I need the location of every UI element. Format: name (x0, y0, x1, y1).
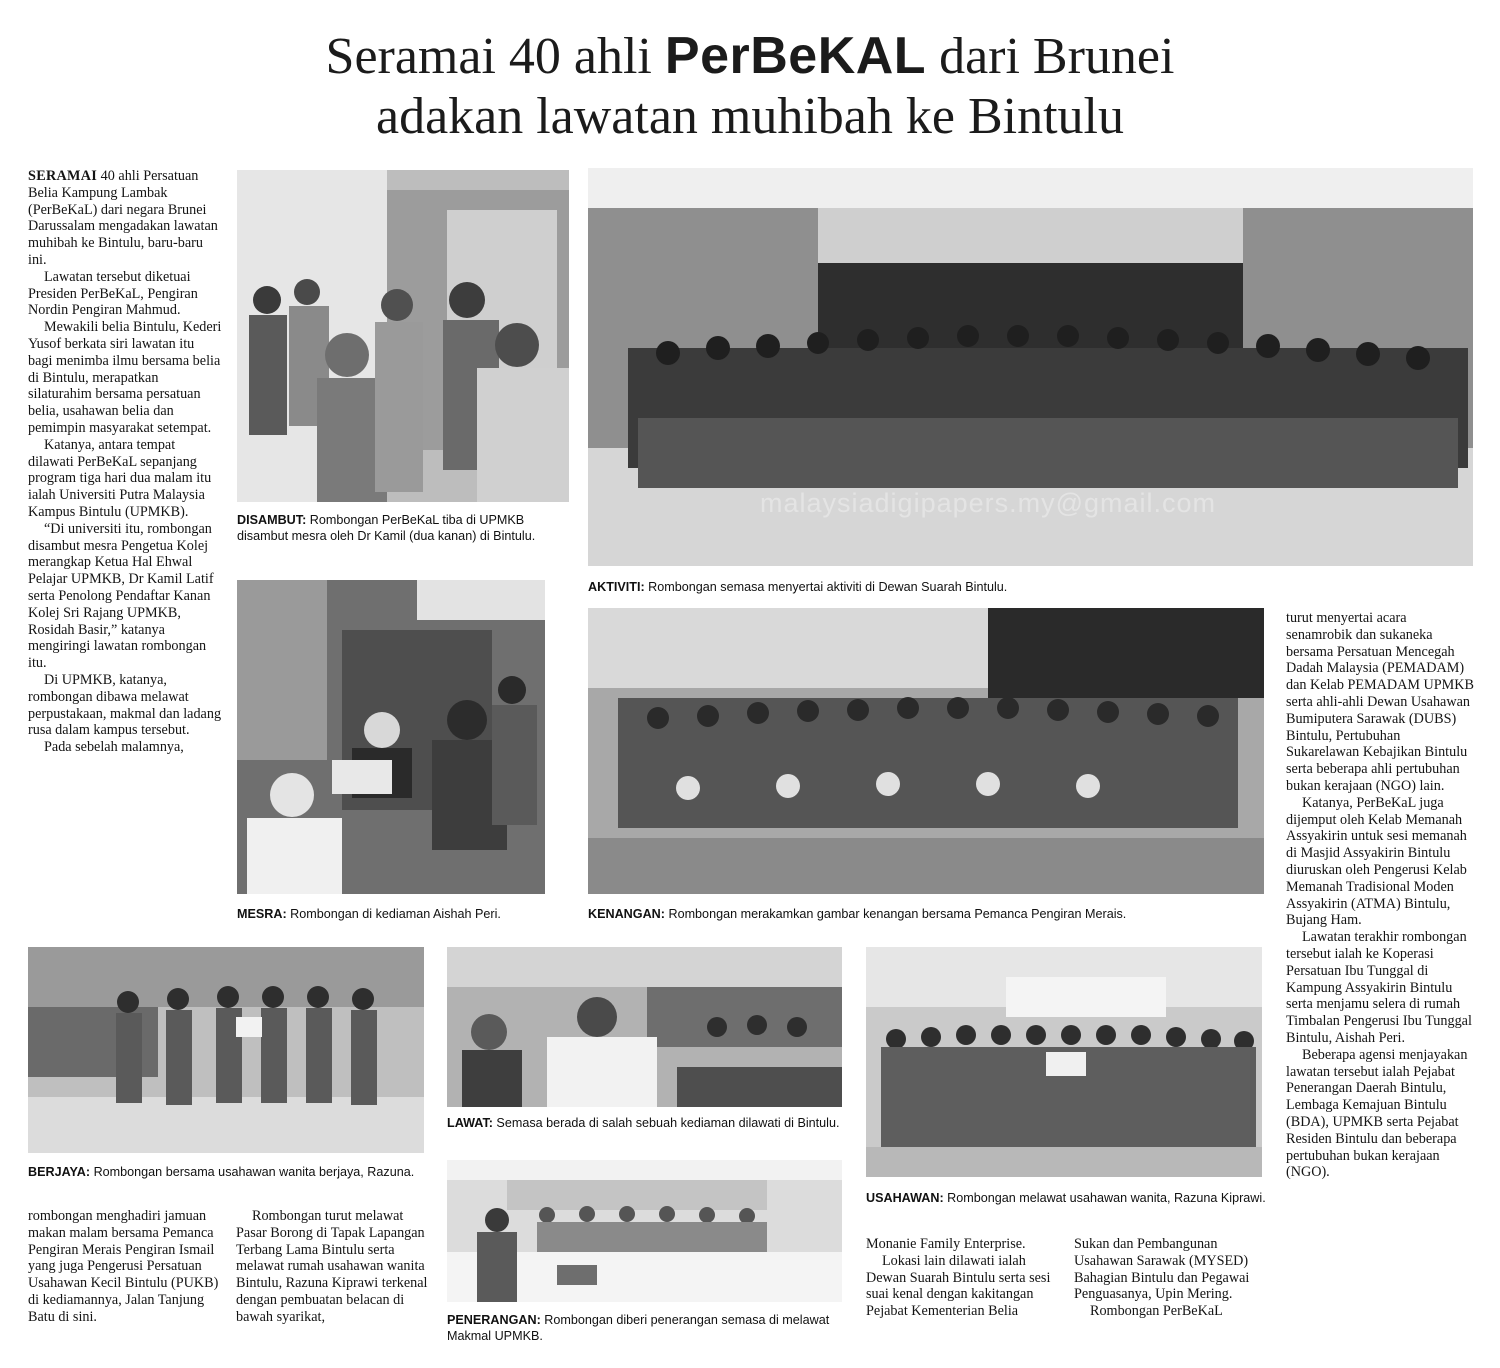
paragraph: Rombongan turut melawat Pasar Borong di Tapak Lapangan Terbang Lama Bintulu serta melawat rumah usahawan wanita Bintulu, Razuna Kiprawi terkenal dengan pembuatan belacan di bawah syarikat, (236, 1208, 428, 1325)
headline-line-1 (0, 26, 1500, 87)
paragraph: Katanya, antara tempat dilawati PerBeKaL sepanjang program tiga hari dua malam itu ialah Universiti Putra Malaysia Kampus Bintulu (UPMKB). (28, 436, 212, 520)
caption-tag: LAWAT: (447, 1116, 493, 1130)
caption-text: Rombongan bersama usahawan wanita berjaya, Razuna. (90, 1165, 415, 1179)
photo-mesra (237, 580, 545, 894)
caption-aktiviti (588, 579, 1473, 595)
caption-usahawan (866, 1190, 1266, 1206)
caption-lawat (447, 1115, 847, 1131)
watermark: malaysiadigipapers.my@gmail.com (760, 488, 1217, 518)
article-column-4 (866, 1236, 1062, 1320)
paragraph: Mewakili belia Bintulu, Kederi Yusof berkata siri lawatan itu bagi menimba ilmu bersama belia di Bintulu, merapatkan silaturahim bersama persatuan belia, usahawan belia dan pemimpin masyarakat setempat. (28, 319, 222, 436)
lead-word: SERAMAI (28, 168, 98, 184)
paragraph: Di UPMKB, katanya, rombongan dibawa melawat perpustakaan, makmal dan ladang rusa dalam kampus tersebut. (28, 671, 222, 739)
caption-text: Rombongan semasa menyertai aktiviti di Dewan Suarah Bintulu. (644, 580, 1008, 594)
headline-brand: PerBeKAL (664, 27, 927, 85)
caption-tag: KENANGAN: (588, 907, 665, 921)
paragraph (28, 168, 222, 269)
article-column-5 (1074, 1236, 1270, 1320)
paragraph: Monanie Family Enterprise. (866, 1236, 1026, 1252)
caption-text: Rombongan diberi penerangan semasa di melawat Makmal UPMKB. (447, 1313, 830, 1343)
caption-text: Rombongan merakamkan gambar kenangan bersama Pemanca Pengiran Merais. (664, 907, 1127, 921)
article-column-2 (28, 1208, 222, 1326)
paragraph: Beberapa agensi menjayakan lawatan tersebut ialah Pejabat Penerangan Daerah Bintulu, Lembaga Kemajuan Bintulu (BDA), UPMKB serta Pejabat Residen Bintulu dan beberapa pertubuhan bukan kerajaan (NGO). (1286, 1046, 1468, 1181)
caption-tag: MESRA: (237, 907, 287, 921)
paragraph: Pada sebelah malamnya, (44, 739, 184, 756)
photo-berjaya (28, 947, 424, 1153)
headline-text-a: Seramai 40 ahli (325, 28, 665, 85)
caption-tag: BERJAYA: (28, 1165, 91, 1179)
paragraph-text: 40 ahli Persatuan Belia Kampung Lambak (PerBeKaL) dari negara Brunei Darussalam mengadakan lawatan muhibah ke Bintulu, baru-baru ini. (28, 168, 218, 268)
paragraph: Lokasi lain dilawati ialah Dewan Suarah Bintulu serta sesi suai kenal dengan kakitangan Pejabat Kementerian Belia (866, 1252, 1051, 1320)
caption-tag: AKTIVITI: (588, 580, 645, 594)
caption-text: Rombongan PerBeKaL tiba di UPMKB disambut mesra oleh Dr Kamil (dua kanan) di Bintulu. (237, 513, 536, 543)
caption-text: Semasa berada di salah sebuah kediaman dilawati di Bintulu. (492, 1116, 840, 1130)
caption-tag: PENERANGAN: (447, 1313, 541, 1327)
photo-kenangan (588, 608, 1264, 894)
paragraph: Lawatan tersebut diketuai Presiden PerBeKaL, Pengiran Nordin Pengiran Mahmud. (28, 268, 198, 319)
paragraph: “Di universiti itu, rombongan disambut mesra Pengetua Kolej merangkap Ketua Hal Ehwal Pelajar UPMKB, Dr Kamil Latif serta Penolong Pendaftar Kanan Kolej Sri Rajang UPMKB, Rosidah Basir,” katanya mengiringi lawatan rombongan itu. (28, 520, 214, 672)
photo-disambut (237, 170, 569, 502)
caption-text: Rombongan melawat usahawan wanita, Razuna Kiprawi. (943, 1191, 1266, 1205)
paragraph: turut menyertai acara senamrobik dan sukaneka bersama Persatuan Mencegah Dadah Malaysia (PEMADAM) dan Kelab PEMADAM UPMKB serta ahli-ahli Dewan Usahawan Bumiputera Sarawak (DUBS) Bintulu, Pertubuhan Sukarelawan Kebajikan Bintulu serta beberapa ahli pertubuhan bukan kerajaan (NGO) lain. (1286, 610, 1474, 794)
headline (0, 26, 1500, 147)
photo-lawat (447, 947, 842, 1107)
caption-disambut (237, 512, 569, 544)
photo-usahawan (866, 947, 1262, 1177)
paragraph: rombongan menghadiri jamuan makan malam bersama Pemanca Pengiran Merais Pengiran Ismail yang juga Pengerusi Persatuan Usahawan Kecil Bintulu (PUKB) di kediamannya, Jalan Tanjung Batu di sini. (28, 1208, 219, 1325)
headline-line-2: adakan lawatan muhibah ke Bintulu (375, 88, 1124, 145)
caption-kenangan (588, 906, 1268, 922)
paragraph: Katanya, PerBeKaL juga dijemput oleh Kelab Memanah Assyakirin untuk sesi memanah di Masjid Assyakirin Bintulu diuruskan oleh Pengerusi Kelab Memanah Tradisional Moden Assyakirin (ATMA) Bintulu, Bujang Ham. (1286, 794, 1467, 929)
caption-mesra (237, 906, 557, 922)
caption-penerangan (447, 1312, 847, 1344)
caption-berjaya (28, 1164, 428, 1180)
paragraph: Rombongan PerBeKaL (1090, 1303, 1223, 1320)
photo-penerangan (447, 1160, 842, 1302)
paragraph: Sukan dan Pembangunan Usahawan Sarawak (MYSED) Bahagian Bintulu dan Pegawai Penguasanya, Upin Mering. (1074, 1236, 1250, 1303)
article-column-3 (236, 1208, 430, 1326)
article-column-6 (1286, 610, 1476, 1181)
caption-tag: USAHAWAN: (866, 1191, 944, 1205)
caption-text: Rombongan di kediaman Aishah Peri. (286, 907, 501, 921)
article-column-1 (28, 168, 222, 756)
headline-text-b: dari Brunei (926, 28, 1175, 85)
paragraph: Lawatan terakhir rombongan tersebut ialah ke Koperasi Persatuan Ibu Tunggal di Kampung Assyakirin Bintulu serta menjamu selera di rumah Timbalan Pengerusi Ibu Tunggal Bintulu, Aishah Peri. (1286, 929, 1472, 1046)
caption-tag: DISAMBUT: (237, 513, 307, 527)
